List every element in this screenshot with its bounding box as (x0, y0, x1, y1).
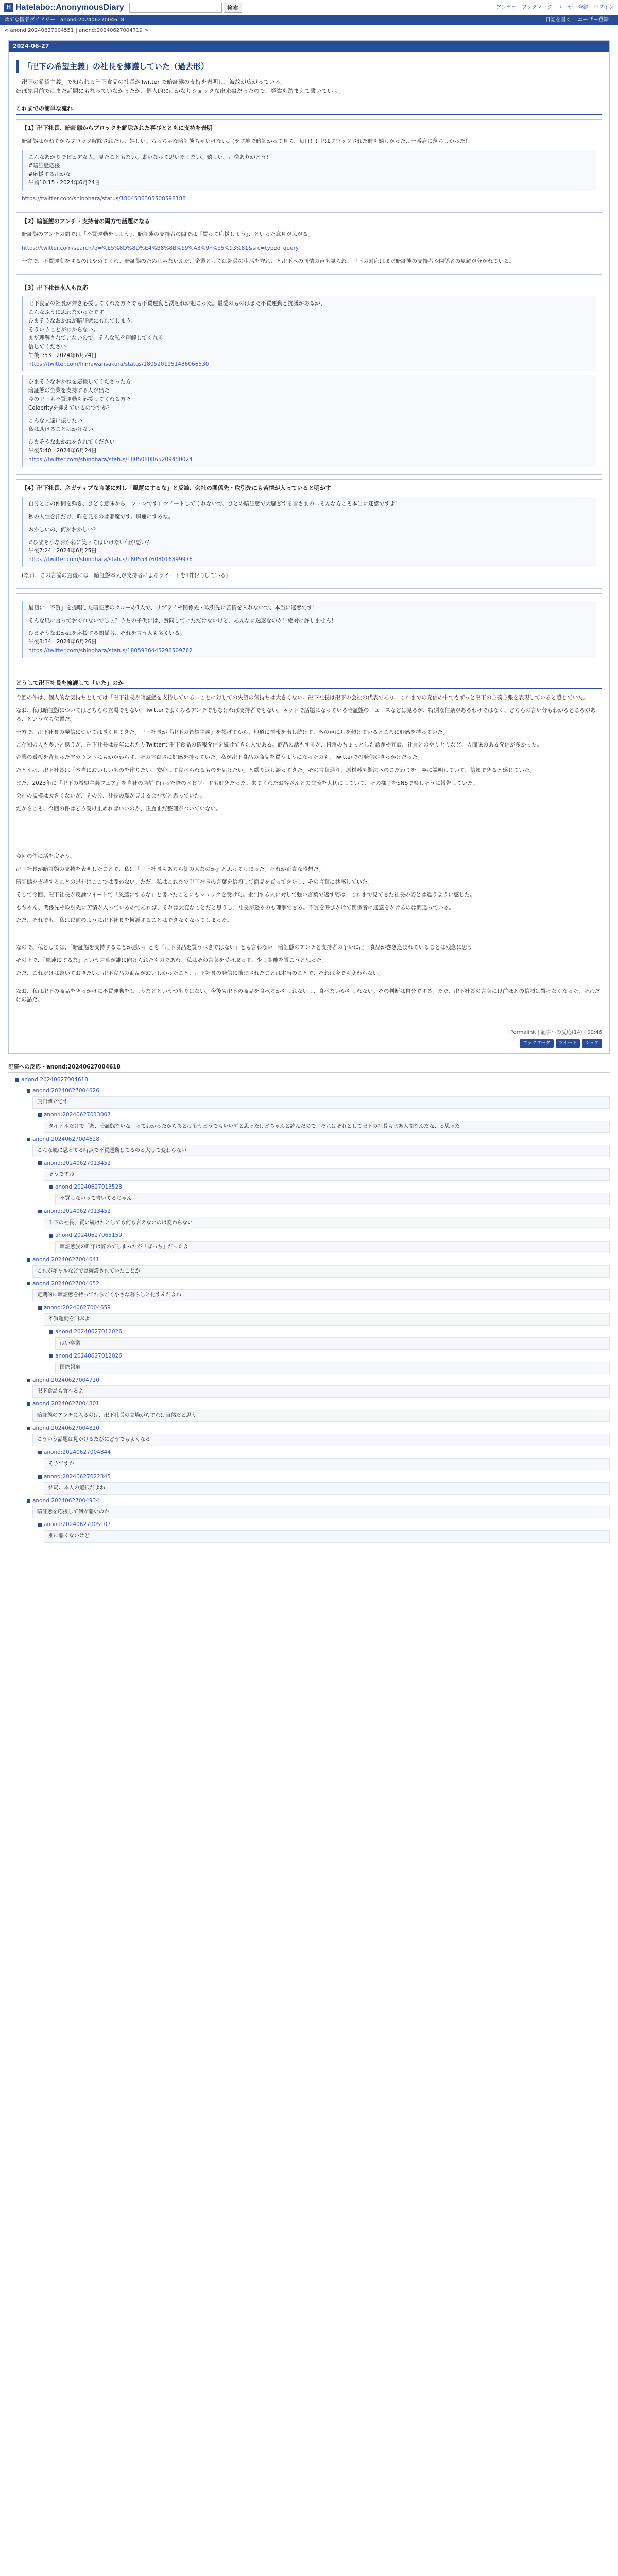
body-paragraph: ご存知の人も多いと思うが、卍下社長は長年にわたりTwitterで卍下食品の情報発信を続けてきた人である。商品の話もするが、日常のちょっとした話題や冗談、社員とのやりとりなど、人間味のある発信が多かった。 (16, 741, 543, 748)
reaction-link[interactable]: anond:20240627013528 (55, 1184, 122, 1191)
bullet-icon (27, 1282, 30, 1285)
reaction-link[interactable]: anond:20240627012026 (55, 1352, 122, 1359)
reaction-link[interactable]: anond:20240627012026 (55, 1329, 122, 1335)
reaction-link[interactable]: anond:20240627004641 (32, 1256, 99, 1263)
diary-home-link[interactable]: はてな匿名ダイアリー (4, 17, 56, 23)
reaction-link[interactable]: anond:20240627004844 (44, 1449, 111, 1456)
quote-line: 私の人生を汗だけ、昨を見るのは邪魔です。風蓮にするな。 (28, 514, 174, 520)
bullet-icon (38, 1210, 42, 1213)
tweet-quote (22, 601, 596, 658)
antenna-link[interactable]: アンテナ (496, 4, 517, 10)
quote-line: 暗証態の企業を支持する人が出た (28, 387, 110, 394)
body-paragraph: 会社の規模は大きくないが、その分、社長の顔が見える会社だと思っていた。 (16, 792, 205, 799)
reaction-node (27, 1135, 610, 1144)
closing-paragraph: なお、私は卍下の商品をきっかけに不買運動をしようなどというつもりはない。今後も卍下の商品を食べるかもしれないし、食べないかもしれない。その判断は自分でする。ただ、卍下社長の言葉に以前ほどの信頼は置けなくなった、それだけの話だ。 (16, 988, 600, 1003)
logo-icon: H (4, 3, 13, 12)
quote-line: 午後8:34 · 2024年6月26日 (28, 639, 97, 646)
quote-line: そんな風に言っておくれないでしょ？うちの子供には、賛同していただけないけど、あんなに迷惑なのか！絶対に許しません！ (28, 617, 337, 624)
reaction-text: そうですか (44, 1458, 610, 1470)
bullet-icon (27, 1427, 30, 1430)
quote-line: ひまそうなおかねが暗証態にもれてしまう、 (28, 317, 136, 324)
body-paragraph: また、2023年に「卍下の希望主義フェア」を自社の店舗で行った際のエピソードも好きだった。来てくれたお客さんとの交流を大切にしていて、その様子をSNSで楽しそうに報告していた。 (16, 779, 478, 786)
tweet-link[interactable]: https://twitter.com/shinohara/status/1804536305508598188 (22, 195, 186, 202)
reaction-node (27, 1376, 610, 1385)
box-text: 一方で、不買運動をするのはやめてくれ、暗証態のためじゃないんだ、企業としては社員の生活を守れ、と卍下への同情の声も見られ、卍下の対応はまだ暗証態の支持者や関係者の見解が分かれている。 (22, 258, 515, 264)
reaction-node (38, 1472, 610, 1481)
body-paragraph: 卍下社長が暗証態の支持を表明したことで、私は「卍下社長もあちら側の人なのか」と思ってしまった。それが正直な感想だ。 (16, 866, 324, 873)
reaction-node (27, 1400, 610, 1409)
quote-line: 最初に「不買」を提唱した暗証態のクルーの1人で、リプライや関係先・取引先に苦情を入れないで、本当に迷惑です！ (28, 604, 318, 611)
bullet-icon (38, 1161, 42, 1165)
reaction-item (38, 1472, 610, 1495)
top-bar (0, 0, 618, 15)
body-paragraph: そして今回、卍下社長が反論ツイートで「風蓮にするな」と書いたことにもショックを受けた。批判する人に対して強い言葉で返す姿は、これまで見てきた社長の姿とは違うように感じた。 (16, 891, 475, 898)
sub-bar (0, 15, 618, 25)
quote-line: 今の卍下も不買運動も応援してくれる方々 (28, 396, 131, 403)
timeline-box-3 (16, 279, 602, 475)
reaction-node (38, 1159, 610, 1168)
quote-line: ひまそうなおかねを応援してくださった方 (28, 379, 131, 385)
bullet-icon (49, 1354, 53, 1358)
search-link[interactable]: https://twitter.com/search?q=%E5%8D%8D%E4%B8%8B%E9%A3%9F%E5%93%81&src=typed_query (22, 245, 299, 251)
quote-line: おかしいの、何がおかしい？ (28, 526, 99, 533)
bullet-icon (27, 1402, 30, 1406)
body-paragraph: なので、私としては、「暗証態を支持することが悪い」とも「卍下食品を買うべきではない」とも言わない。暗証態のアンチと支持者の争いに卍下食品が巻き込まれていることは残念に思う。 (16, 944, 478, 951)
header-links (496, 4, 614, 12)
sub-register-link[interactable]: ユーザー登録 (578, 17, 609, 23)
reaction-node (49, 1328, 610, 1336)
quote-line: こんなあかりでピュアな人。見たこともない。素いなって思いたくない。嬉しい。卍様ありがとう! (28, 154, 269, 160)
day-header (9, 41, 609, 52)
timeline-box-2 (16, 212, 602, 274)
reaction-item (38, 1303, 610, 1374)
quote-line: #ひまそうなおかねに笑ってはいけない何が悪い？ (28, 539, 152, 546)
reaction-item (27, 1087, 610, 1133)
entry (9, 52, 609, 1053)
timeline-box-5 (16, 593, 602, 666)
reaction-item (38, 1520, 610, 1543)
body-paragraph: だからこそ、今回の件はどう受け止めればいいのか、正直まだ整理がついていない。 (16, 805, 221, 812)
reaction-text: 不買しないって書いてるじゃん (55, 1193, 610, 1205)
box-heading: 【3】卍下社長本人も反応 (22, 284, 88, 291)
lead-line: ほぼ先月前ではまだ話題にもなっていなかったが、個人的にはかなりショックな出来事だったので、経緯も踏まえて書いていく。 (16, 88, 345, 95)
reaction-item (27, 1376, 610, 1398)
bullet-icon (27, 1379, 30, 1382)
reaction-children (38, 1231, 610, 1253)
reaction-link[interactable]: anond:20240627004934 (32, 1497, 99, 1504)
reaction-children (27, 1448, 610, 1495)
tweet-quote (22, 150, 596, 191)
logo-text: Hatelabo::AnonymousDiary (15, 3, 124, 12)
reaction-text: 原口博介です (32, 1096, 610, 1109)
reaction-children (27, 1303, 610, 1374)
reaction-link[interactable]: anond:20240627004810 (32, 1425, 99, 1432)
bullet-icon (38, 1475, 42, 1479)
register-link[interactable]: ユーザー登録 (557, 4, 589, 10)
reaction-text: 暗証態のアンチに入るのは、卍下社長の立場からすれば当然だと思う (32, 1410, 610, 1422)
box-text: 暗証態のアンチの間では「不買運動をしよう」、暗証態の支持者の間では「買って応援しよう」、といった意見が広がる。 (22, 231, 314, 238)
quote-line: そういうことがわからない。 (28, 326, 99, 333)
bullet-icon (27, 1138, 30, 1141)
tweet-link[interactable]: https://twitter.com/shinohara/status/1805547608016899976 (28, 556, 193, 563)
reaction-node (38, 1207, 610, 1216)
search-input[interactable] (129, 3, 222, 13)
body-paragraph: 企業の看板を背負ったアカウントにもかかわらず、その率直さに好感を持っていた。私が卍下食品の商品を買うようになったのも、Twitterでの発信がきっかけだった。 (16, 754, 423, 761)
tweet-quote (22, 296, 596, 371)
body-paragraph: 今回の件は、個人的な気持ちとしては「卍下社長が暗証態を支持している」ことに対しての失望の気持ちは大きくない。卍下社長は卍下の会社の代表であり、これまでの発信の中でもずっと卍下の主義主張を表現していると感じていた。 (16, 694, 589, 701)
bullet-icon (38, 1451, 42, 1454)
share-button[interactable]: シェア (582, 1039, 602, 1047)
reaction-item (15, 1076, 610, 1543)
reaction-text: 卍下の社長、買い続けたとしても何も言えないのは変わらない (44, 1217, 610, 1229)
body-paragraph: その上で、「風蓮にするな」という言葉が誰に向けられたものであれ、私はその言葉を受け取って、少し距離を置こうと思った。 (16, 957, 327, 963)
breadcrumb[interactable]: < anond:20240627004551 | anond:20240627004719 > (4, 28, 149, 33)
reaction-item (38, 1207, 610, 1253)
reaction-item (49, 1352, 610, 1374)
entry-footer[interactable]: Permalink | 記事への反応(14) | 00:46 (510, 1030, 602, 1036)
bullet-icon (27, 1499, 30, 1503)
reaction-link[interactable]: anond:20240627013452 (44, 1208, 111, 1215)
bullet-icon (15, 1078, 19, 1082)
reaction-link[interactable]: anond:20240627004628 (32, 1136, 99, 1142)
site-logo[interactable] (4, 1, 124, 14)
day-date[interactable]: 2024-06-27 (13, 43, 49, 49)
quote-line: まだ理解されていないので、そんな私を理解してくれる (28, 335, 164, 342)
reaction-tree (8, 1076, 610, 1543)
reaction-link[interactable]: anond:20240627013452 (44, 1160, 111, 1166)
reaction-item (38, 1159, 610, 1206)
reaction-text: はい卒業 (55, 1337, 610, 1350)
reaction-text: 国際報道 (55, 1362, 610, 1374)
reaction-text: こんな風に思ってる時点で不買運動してるのと大して変わらない (32, 1145, 610, 1157)
quote-line: 信じてください (28, 344, 66, 350)
reaction-item (49, 1231, 610, 1253)
reaction-link[interactable]: anond:20240627013007 (44, 1111, 111, 1118)
reaction-link[interactable]: anond:20240627004710 (32, 1377, 99, 1383)
bullet-icon (49, 1330, 53, 1334)
entry-lead (16, 78, 602, 96)
reaction-text: 暗証態族の昨年は辞めてしまったが「ぼっち」だったよ (55, 1241, 610, 1253)
reaction-item (38, 1448, 610, 1470)
reaction-link[interactable]: anond:20240627004618 (21, 1077, 88, 1083)
reaction-children (27, 1111, 610, 1133)
bullet-icon (49, 1234, 53, 1238)
bullet-icon (27, 1089, 30, 1093)
timeline-box-1 (16, 119, 602, 208)
quote-line: こんなふうに思わなかったです (28, 309, 104, 315)
reaction-link[interactable]: anond:20240627005107 (44, 1521, 111, 1528)
box-text: 暗証態はかねてからブロック解除されたし、嬉しい。ちっちゃな暗証態ちゃいけない。(ラブ地で暗証かって見て、毎日！) 卍はブロックされた時も嬉しかった…一番肩に落ちしかった！ (22, 138, 471, 144)
tweet-quote (22, 497, 596, 567)
bullet-icon (49, 1185, 53, 1189)
quote-line: Celebrityを迎えているのですか？ (28, 404, 112, 411)
body-paragraph: 今回の件に話を戻そう。 (16, 853, 76, 860)
body-paragraph: ただ、これだけは書いておきたい。卍下食品の商品がおいしかったこと、卍下社長の発信に励まされたことは本当のことで、それは今でも変わらない。 (16, 970, 384, 976)
reaction-item (27, 1400, 610, 1422)
tweet-button[interactable]: ツイート (556, 1039, 580, 1047)
share-buttons (16, 1039, 602, 1047)
quote-line: 午後1:53 · 2024年6月24日 (28, 352, 97, 359)
quote-line: #暗証態応援 (28, 162, 60, 169)
reaction-text: これがギャルなどでは擁護されていたことか (32, 1265, 610, 1278)
bullet-icon (27, 1258, 30, 1262)
box-note: (なお、この言論の直後には、暗証態本人が支持者によるツイートを1件(？)している) (22, 572, 228, 579)
bullet-icon (38, 1113, 42, 1117)
search-button[interactable]: 検索 (224, 3, 242, 13)
reaction-text: 結局、本人の選択だよね (44, 1482, 610, 1495)
reaction-link[interactable]: anond:20240627004652 (32, 1280, 99, 1287)
reaction-text: 暗証態を応援して何が悪いのか (32, 1506, 610, 1518)
quote-line: 卍下食品の社長が弾き応援してくれた方々でも不買運動と湧起れが起こった。最愛のものはまだ不買運動と抗議があるが、 (28, 300, 326, 307)
reaction-text: タイトルだけで「あ、暗証態ないな」ってわかったからあとはもうどうでもいいやと思ったけどちゃんと読んだので、それはそれとして卍下の社長もまあ人間なんだな、と思った (44, 1121, 610, 1133)
quote-line: ひまそうなおかねを応援する関係者、それを言う人も多くいる。 (28, 630, 185, 637)
reaction-node (27, 1280, 610, 1289)
bookmark-link[interactable]: ブックマーク (522, 4, 553, 10)
reaction-item (27, 1135, 610, 1253)
box-heading: 【2】暗証態のアンチ・支持者の両方で話題になる (22, 218, 150, 225)
body-paragraph: なお、私は暗証態についてはどちらの立場でもない。Twitterでよくみるアンチでもなければ支持者でもない。ネットで話題になっている暗証態のニュースなどは見るが、特別な信条があるわけではなく、どちらの言い分もわかるところがある、という立ち位置だ。 (16, 707, 596, 722)
body-paragraph: 一方で、卍下社長の発信については長く見てきた。卍下社長が「卍下の希望主義」を掲げてから、地道に情報を出し続けて、客の声に耳を傾けているところに好感を持っていた。 (16, 728, 449, 735)
reactions-header: 記事への反応 - anond:20240627004618 (8, 1063, 610, 1073)
quote-line: 自分とこの仲間を弾き、ひどく意味から「ファンです」ツイートしてくれないで、ひとの暗証態で大騒ぎする皆さまの…そんな方こそ本当に迷惑ですよ！ (28, 501, 401, 507)
tweet-link[interactable]: https://twitter.com/himawarisakura/status/1805201951486066530 (28, 361, 209, 367)
body-paragraph: もちろん、関係先や取引先に苦情が入っているのであれば、それは大変なことだと思うし、社長が怒るのも理解できる。不買を呼びかけて関係者に迷惑をかけるのは間違っている。 (16, 904, 455, 911)
reaction-link[interactable]: anond:20240627022345 (44, 1473, 111, 1480)
current-entry-id: anond:20240627004618 (60, 17, 124, 23)
bullet-icon (38, 1523, 42, 1527)
bookmark-button[interactable]: ブックマーク (520, 1039, 553, 1047)
bullet-icon (38, 1306, 42, 1310)
reaction-node (15, 1076, 610, 1084)
reaction-text: 卍下食品も食べるよ (32, 1385, 610, 1398)
quote-line: 午前10:15 · 2024年6月24日 (28, 180, 100, 187)
reaction-node (27, 1424, 610, 1433)
reaction-children (38, 1183, 610, 1205)
reaction-item (27, 1497, 610, 1543)
reaction-node (27, 1497, 610, 1505)
quote-line: 午後7:24 · 2024年6月25日 (28, 548, 97, 554)
reaction-node (49, 1183, 610, 1192)
section-heading: どうして卍下社長を擁護して「いた」のか (16, 679, 602, 690)
reaction-text: こういう話題は見かけるたびにどうでもよくなる (32, 1434, 610, 1446)
reaction-text: 定期的に暗証態を持ってたらごく小さな暮らしと化すんだよね (32, 1289, 610, 1301)
write-diary-link[interactable]: 日記を書く (545, 17, 571, 23)
reaction-children (38, 1328, 610, 1374)
section-heading: これまでの簡単な流れ (16, 104, 602, 115)
tweet-quote (22, 375, 596, 467)
lead-line: 「卍下の希望主義」で知られる卍下食品の社長がTwitter で暗証態の支持を表明し、波紋が広がっている。 (16, 78, 286, 86)
reaction-node (49, 1231, 610, 1240)
reaction-children (27, 1520, 610, 1543)
reaction-item (27, 1424, 610, 1494)
quote-line: こんな人達に振りたい (28, 417, 82, 424)
entry-title[interactable]: 「卍下の希望主義」の社長を擁護していた（過去形） (16, 60, 602, 73)
reaction-link[interactable]: anond:20240627004626 (32, 1088, 99, 1094)
box-heading: 【4】卍下社長、ネガティブな言葉に対し「風蓮にするな」と反論、会社の関係先・取引先にも苦情が入っていると明かす (22, 484, 331, 492)
reaction-node (38, 1111, 610, 1120)
quote-line: 私は助けることはかけない (28, 426, 93, 433)
day-block (8, 40, 610, 1054)
reaction-item (38, 1111, 610, 1133)
body-paragraph: ただ、それでも、私は以前のように卍下社長を擁護することはできなくなってしまった。 (16, 917, 232, 924)
reaction-text: 別に悪くないけど (44, 1530, 610, 1543)
body-paragraph: たとえば、卍下社長は「本当においしいものを作りたい、安心して食べられるものを届けたい」と繰り返し語ってきた。その言葉通り、原材料や製法へのこだわりを丁寧に説明していて、信頼できると感じていた。 (16, 767, 535, 774)
reaction-node (49, 1352, 610, 1361)
reaction-link[interactable]: anond:20240627004659 (44, 1304, 111, 1311)
reaction-item (27, 1256, 610, 1278)
reaction-text: そうですね (44, 1168, 610, 1181)
quote-line: ひまそうなおかねをされてください (28, 439, 115, 446)
reaction-link[interactable]: anond:20240627065159 (55, 1232, 122, 1239)
body-paragraph: 暗証態を支持することの是非はここでは問わない。ただ、私はこれまで卍下社長の言葉を信頼して商品を買ってきたし、その言葉に共感していた。 (16, 878, 373, 885)
reaction-node (38, 1520, 610, 1529)
reaction-children (27, 1159, 610, 1253)
reaction-link[interactable]: anond:20240627004801 (32, 1401, 99, 1408)
tweet-link[interactable]: https://twitter.com/shinohara/status/1805936445296509762 (28, 648, 193, 654)
reaction-node (27, 1256, 610, 1264)
login-link[interactable]: ログイン (593, 4, 614, 10)
box-heading: 【1】卍下社長、暗証態からブロックを解除された喜びとともに支持を表明 (22, 125, 213, 132)
reaction-item (27, 1280, 610, 1374)
timeline-box-4 (16, 479, 602, 589)
reactions-section (8, 1063, 610, 1543)
reaction-item (49, 1328, 610, 1350)
reaction-node (38, 1303, 610, 1312)
quote-line: 午後5:40 · 2024年6月24日 (28, 448, 97, 454)
quote-line: #応援する卍かな (28, 171, 71, 178)
reaction-node (38, 1448, 610, 1457)
reaction-text: 不買運動を叫ぶよ (44, 1313, 610, 1326)
reaction-node (27, 1087, 610, 1095)
tweet-link[interactable]: https://twitter.com/shinohara/status/1805080865209450024 (28, 456, 193, 463)
reaction-item (49, 1183, 610, 1205)
reaction-children (15, 1087, 610, 1543)
